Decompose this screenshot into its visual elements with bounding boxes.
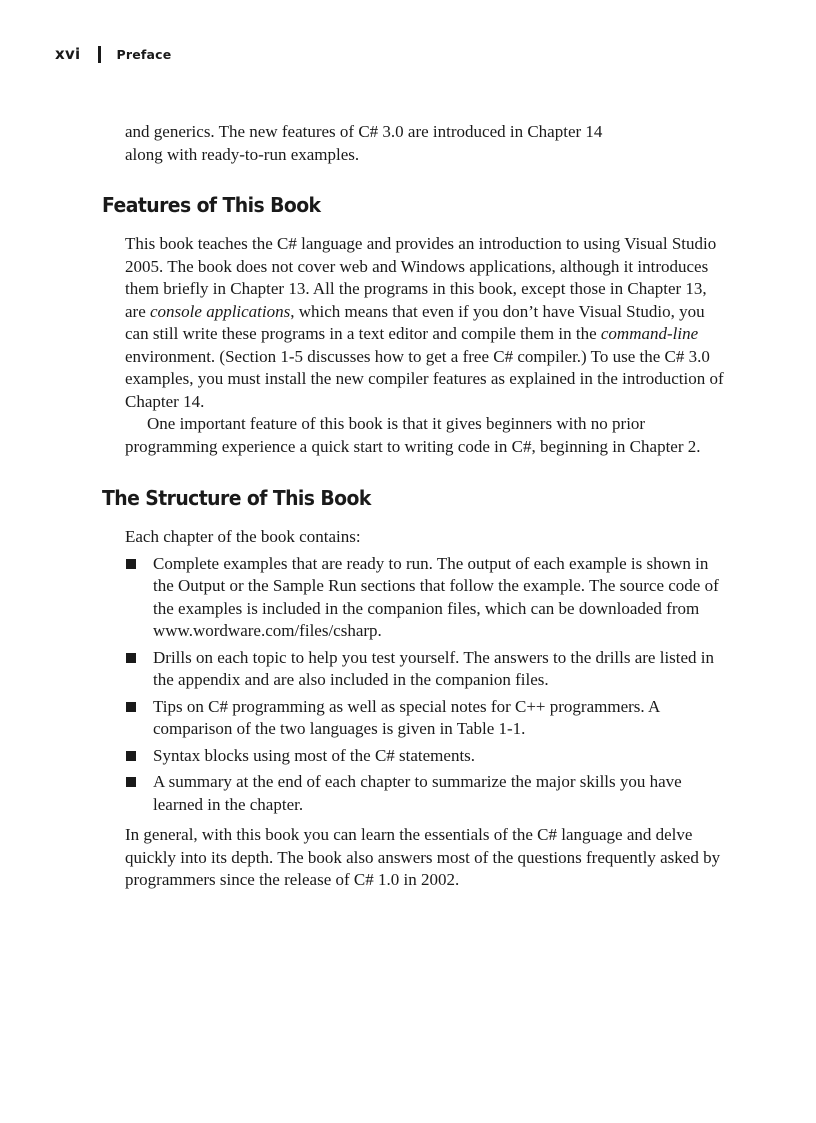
page-body: [102, 121, 725, 892]
list-item-text: Tips on C# programming as well as special notes for C++ programmers. A comparison of the two languages is given in Table 1-1.: [153, 696, 660, 738]
list-item: [125, 553, 725, 643]
structure-lead: Each chapter of the book contains:: [125, 527, 361, 546]
features-paragraph-1-text-b: , which means that even if you don’t have Visual Studio, you can still write these programs in a text editor and compile them in the: [125, 301, 705, 343]
features-paragraph-2: One important feature of this book is that it gives beginners with no prior programming experience a quick start to writing code in C#, beginning in Chapter 2.: [125, 414, 701, 456]
chapter-contents-list: [125, 553, 725, 817]
command-line-term: command-line: [600, 324, 699, 343]
structure-heading: The Structure of This Book: [102, 486, 371, 510]
square-bullet-icon: [126, 702, 136, 712]
square-bullet-icon: [126, 559, 136, 569]
running-head: [55, 43, 171, 65]
list-item: [125, 745, 725, 768]
list-item-text: Drills on each topic to help you test yourself. The answers to the drills are listed in the appendix and are also included in the companion files.: [153, 647, 715, 689]
square-bullet-icon: [126, 653, 136, 663]
features-paragraph-1-text-c: environment. (Section 1-5 discusses how to get a free C# compiler.) To use the C# 3.0 examples, you must install the new compiler features as explained in the introduction of Chapter 14.: [125, 346, 724, 411]
square-bullet-icon: [126, 751, 136, 761]
square-bullet-icon: [126, 777, 136, 787]
list-item-text: A summary at the end of each chapter to summarize the major skills you have learned in the chapter.: [153, 772, 682, 814]
list-item: [125, 771, 725, 816]
running-head-divider: [98, 46, 101, 63]
features-paragraph-1-text-a: This book teaches the C# language and provides an introduction to using Visual Studio 2005. The book does not cover web and Windows applications, although it introduces them briefly in Chapter 13. All the programs in this book, except those in Chapter 13, are: [125, 234, 717, 321]
list-item: [125, 696, 725, 741]
intro-paragraph: [125, 121, 725, 166]
page-number: xvi: [55, 45, 81, 63]
running-head-title: Preface: [116, 46, 172, 62]
list-item-text: Syntax blocks using most of the C# statements.: [153, 745, 476, 765]
intro-line-1: and generics. The new features of C# 3.0 are introduced in Chapter 14: [125, 122, 603, 141]
features-heading: Features of This Book: [102, 193, 321, 217]
list-item: [125, 647, 725, 692]
intro-line-2: along with ready-to-run examples.: [125, 144, 360, 164]
console-applications-term: console applications: [150, 301, 291, 321]
list-item-text: Complete examples that are ready to run. The output of each example is shown in the Output or the Sample Run sections that follow the example. The source code of the examples is included in the companion files, which can be downloaded from www.wordware.com/files/csharp.: [153, 553, 719, 640]
closing-paragraph: In general, with this book you can learn the essentials of the C# language and delve quickly into its depth. The book also answers most of the questions frequently asked by programmers since the release of C# 1.0 in 2002.: [125, 825, 721, 889]
features-paragraph-1: [125, 233, 725, 413]
